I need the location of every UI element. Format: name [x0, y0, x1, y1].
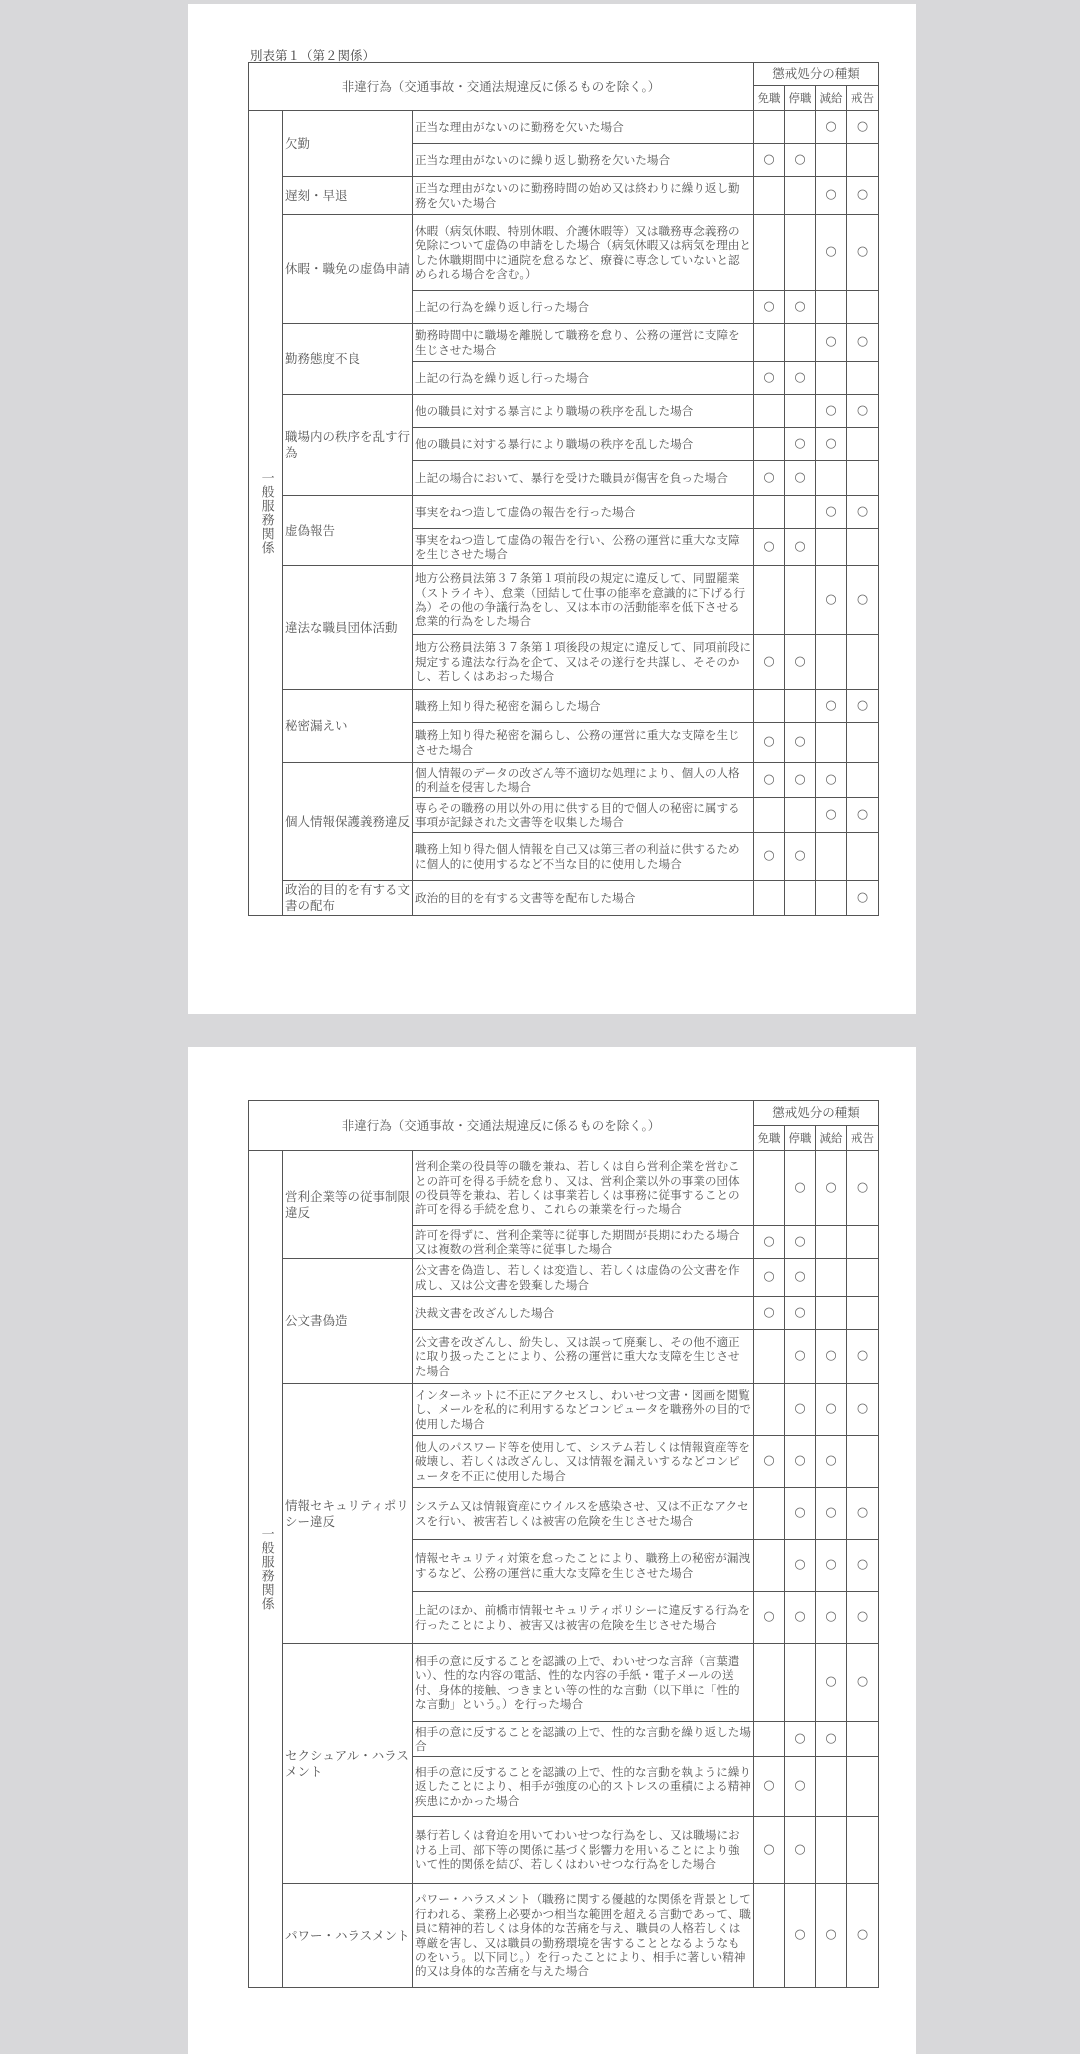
category-label: 遅刻・早退 [283, 177, 413, 215]
table-row [249, 566, 879, 635]
penalty-reprimand-cell [847, 833, 879, 881]
col-reprimand: 戒告 [847, 86, 879, 111]
category-label: 秘密漏えい [283, 690, 413, 763]
penalty-reprimand-cell [847, 461, 879, 496]
penalty-pay-cut-cell: ○ [816, 1384, 847, 1436]
table-body [249, 1151, 879, 1988]
condition-text: 公文書を改ざんし、紛失し、又は誤って廃棄し、その他不適正に取り扱ったことにより、公務の運営に重大な支障を生じさせた場合 [413, 1330, 754, 1384]
penalty-suspension-cell: ○ [785, 1540, 816, 1592]
penalty-dismissal-cell [754, 215, 785, 291]
table-row [249, 496, 879, 529]
penalty-dismissal-cell [754, 881, 785, 916]
category-label: 欠勤 [283, 111, 413, 177]
penalty-reprimand-cell: ○ [847, 1644, 879, 1722]
penalty-dismissal-cell: ○ [754, 144, 785, 177]
condition-text: 事実をねつ造して虚偽の報告を行った場合 [413, 496, 754, 529]
penalty-pay-cut-cell: ○ [816, 690, 847, 723]
penalty-reprimand-cell [847, 428, 879, 461]
condition-text: 専らその職務の用以外の用に供する目的で個人の秘密に属する事項が記録された文書等を収集した場合 [413, 798, 754, 833]
penalty-dismissal-cell [754, 1540, 785, 1592]
penalty-dismissal-cell: ○ [754, 1259, 785, 1297]
penalty-pay-cut-cell [816, 461, 847, 496]
table-body [249, 111, 879, 916]
penalty-suspension-cell [785, 111, 816, 144]
condition-text: 他人のパスワード等を使用して、システム若しくは情報資産等を破壊し、若しくは改ざんし、又は情報を漏えいするなどコンピュータを不正に使用した場合 [413, 1436, 754, 1488]
penalty-pay-cut-cell: ○ [816, 324, 847, 362]
penalty-pay-cut-cell: ○ [816, 111, 847, 144]
condition-text: 上記の行為を繰り返し行った場合 [413, 291, 754, 324]
penalty-suspension-cell: ○ [785, 1384, 816, 1436]
penalty-pay-cut-cell [816, 291, 847, 324]
penalty-dismissal-cell [754, 1151, 785, 1226]
penalty-dismissal-cell: ○ [754, 1592, 785, 1644]
table-row [249, 395, 879, 428]
penalty-suspension-cell: ○ [785, 723, 816, 763]
penalty-dismissal-cell [754, 566, 785, 635]
penalty-dismissal-cell [754, 1488, 785, 1540]
category-label: セクシュアル・ハラスメント [283, 1644, 413, 1884]
penalty-suspension-cell: ○ [785, 362, 816, 395]
condition-text: 許可を得ずに、営利企業等に従事した期間が長期にわたる場合又は複数の営利企業等に従事した場合 [413, 1226, 754, 1259]
penalty-suspension-cell: ○ [785, 529, 816, 566]
col-dismissal: 免職 [754, 86, 785, 111]
penalty-pay-cut-cell [816, 1757, 847, 1817]
condition-text: 公文書を偽造し、若しくは変造し、若しくは虚偽の公文書を作成し、又は公文書を毀棄した場合 [413, 1259, 754, 1297]
penalty-pay-cut-cell: ○ [816, 177, 847, 215]
condition-text: 決裁文書を改ざんした場合 [413, 1297, 754, 1330]
col-suspension: 停職 [785, 1126, 816, 1151]
penalty-dismissal-cell: ○ [754, 461, 785, 496]
condition-text: 職務上知り得た秘密を漏らし、公務の運営に重大な支障を生じさせた場合 [413, 723, 754, 763]
penalty-pay-cut-cell [816, 1297, 847, 1330]
condition-text: 事実をねつ造して虚偽の報告を行い、公務の運営に重大な支障を生じさせた場合 [413, 529, 754, 566]
penalty-dismissal-cell [754, 798, 785, 833]
penalty-reprimand-cell: ○ [847, 1330, 879, 1384]
penalty-pay-cut-cell [816, 833, 847, 881]
penalty-reprimand-cell: ○ [847, 215, 879, 291]
penalty-suspension-cell: ○ [785, 1151, 816, 1226]
penalty-pay-cut-cell: ○ [816, 1540, 847, 1592]
penalty-dismissal-cell [754, 177, 785, 215]
penalty-dismissal-cell [754, 428, 785, 461]
condition-text: 他の職員に対する暴言により職場の秩序を乱した場合 [413, 395, 754, 428]
penalty-dismissal-cell: ○ [754, 1436, 785, 1488]
condition-text: 相手の意に反することを認識の上で、わいせつな言辞（言葉遣い）、性的な内容の電話、性的な内容の手紙・電子メールの送付、身体的接触、つきまとい等の性的な言動（以下単に「性的な言動」という。）を行った場合 [413, 1644, 754, 1722]
penalty-suspension-cell: ○ [785, 1226, 816, 1259]
condition-text: 正当な理由がないのに勤務を欠いた場合 [413, 111, 754, 144]
condition-text: 上記の行為を繰り返し行った場合 [413, 362, 754, 395]
penalty-pay-cut-cell: ○ [816, 395, 847, 428]
penalty-header: 懲戒処分の種類 [754, 1101, 879, 1126]
penalty-reprimand-cell [847, 1297, 879, 1330]
penalty-reprimand-cell [847, 1817, 879, 1884]
penalty-dismissal-cell: ○ [754, 1757, 785, 1817]
penalty-reprimand-cell [847, 291, 879, 324]
category-label: 職場内の秩序を乱す行為 [283, 395, 413, 496]
table-row [249, 1151, 879, 1226]
category-label: 違法な職員団体活動 [283, 566, 413, 690]
penalty-pay-cut-cell [816, 1817, 847, 1884]
penalty-reprimand-cell [847, 362, 879, 395]
penalty-reprimand-cell: ○ [847, 177, 879, 215]
table-row [249, 690, 879, 723]
penalty-dismissal-cell [754, 111, 785, 144]
penalty-header: 懲戒処分の種類 [754, 63, 879, 86]
condition-text: 地方公務員法第３７条第１項前段の規定に違反して、同盟罷業（ストライキ）、怠業（団結して仕事の能率を意識的に下げる行為）その他の争議行為をし、又は本市の活動能率を低下させる怠業的行為をした場合 [413, 566, 754, 635]
condition-text: 相手の意に反することを認識の上で、性的な言動を執ように繰り返したことにより、相手が強度の心的ストレスの重積による精神疾患にかかった場合 [413, 1757, 754, 1817]
penalty-pay-cut-cell [816, 362, 847, 395]
penalty-reprimand-cell [847, 723, 879, 763]
penalty-suspension-cell [785, 881, 816, 916]
penalty-pay-cut-cell [816, 144, 847, 177]
penalty-reprimand-cell: ○ [847, 395, 879, 428]
penalty-dismissal-cell: ○ [754, 635, 785, 690]
penalty-pay-cut-cell: ○ [816, 1488, 847, 1540]
condition-text: システム又は情報資産にウイルスを感染させ、又は不正なアクセスを行い、被害若しくは被害の危険を生じさせた場合 [413, 1488, 754, 1540]
penalty-reprimand-cell: ○ [847, 111, 879, 144]
penalty-suspension-cell: ○ [785, 1330, 816, 1384]
penalty-suspension-cell [785, 566, 816, 635]
penalty-suspension-cell: ○ [785, 1817, 816, 1884]
penalty-reprimand-cell: ○ [847, 690, 879, 723]
condition-text: 政治的目的を有する文書等を配布した場合 [413, 881, 754, 916]
penalty-suspension-cell: ○ [785, 1488, 816, 1540]
penalty-pay-cut-cell: ○ [816, 566, 847, 635]
penalty-dismissal-cell [754, 1330, 785, 1384]
table-row [249, 1259, 879, 1297]
table-row [249, 1644, 879, 1722]
penalty-reprimand-cell: ○ [847, 1151, 879, 1226]
col-pay-cut: 減給 [816, 1126, 847, 1151]
penalty-pay-cut-cell: ○ [816, 1151, 847, 1226]
condition-text: インターネットに不正にアクセスし、わいせつ文書・図画を閲覧し、メールを私的に利用するなどコンピュータを職務外の目的で使用した場合 [413, 1384, 754, 1436]
penalty-reprimand-cell [847, 144, 879, 177]
penalty-reprimand-cell: ○ [847, 881, 879, 916]
penalty-pay-cut-cell: ○ [816, 763, 847, 798]
penalty-dismissal-cell: ○ [754, 1817, 785, 1884]
condition-text: 営利企業の役員等の職を兼ね、若しくは自ら営利企業を営むことの許可を得る手続を怠り、又は、営利企業以外の事業の団体の役員等を兼ね、若しくは事業若しくは事務に従事することの許可を得る手続を怠り、これらの兼業を行った場合 [413, 1151, 754, 1226]
penalty-pay-cut-cell: ○ [816, 1592, 847, 1644]
penalty-dismissal-cell [754, 324, 785, 362]
penalty-suspension-cell [785, 177, 816, 215]
condition-text: 他の職員に対する暴行により職場の秩序を乱した場合 [413, 428, 754, 461]
table-row [249, 763, 879, 798]
document-page-2 [188, 1047, 916, 2054]
category-label: 情報セキュリティポリシー違反 [283, 1384, 413, 1644]
penalty-reprimand-cell: ○ [847, 1592, 879, 1644]
penalty-pay-cut-cell [816, 635, 847, 690]
penalty-suspension-cell: ○ [785, 1722, 816, 1757]
penalty-suspension-cell: ○ [785, 1297, 816, 1330]
table-caption: 別表第１（第２関係） [250, 48, 376, 63]
condition-text: 正当な理由がないのに勤務時間の始め又は終わりに繰り返し勤務を欠いた場合 [413, 177, 754, 215]
penalty-reprimand-cell: ○ [847, 496, 879, 529]
table-row [249, 324, 879, 362]
penalty-suspension-cell: ○ [785, 1259, 816, 1297]
condition-text: 情報セキュリティ対策を怠ったことにより、職務上の秘密が漏洩するなど、公務の運営に重大な支障を生じさせた場合 [413, 1540, 754, 1592]
penalty-dismissal-cell [754, 1644, 785, 1722]
condition-text: 職務上知り得た個人情報を自己又は第三者の利益に供するために個人的に使用するなど不当な目的に使用した場合 [413, 833, 754, 881]
penalty-pay-cut-cell: ○ [816, 496, 847, 529]
penalty-dismissal-cell: ○ [754, 1297, 785, 1330]
condition-text: 上記の場合において、暴行を受けた職員が傷害を負った場合 [413, 461, 754, 496]
condition-text: 上記のほか、前橋市情報セキュリティポリシーに違反する行為を行ったことにより、被害又は被害の危険を生じさせた場合 [413, 1592, 754, 1644]
document-page-1 [188, 4, 916, 1014]
condition-text: 休暇（病気休暇、特別休暇、介護休暇等）又は職務専念義務の免除について虚偽の申請をした場合（病気休暇又は病気を理由とした休職期間中に通院を怠るなど、療養に専念していないと認められる場合を含む。） [413, 215, 754, 291]
penalty-suspension-cell [785, 1644, 816, 1722]
category-label: 休暇・職免の虚偽申請 [283, 215, 413, 324]
penalty-suspension-cell: ○ [785, 833, 816, 881]
category-label: 個人情報保護義務違反 [283, 763, 413, 881]
group-label: 一般服務関係 [249, 111, 283, 916]
discipline-table [248, 62, 879, 916]
penalty-pay-cut-cell: ○ [816, 1644, 847, 1722]
act-header: 非違行為（交通事故・交通法規違反に係るものを除く。） [249, 63, 754, 111]
penalty-dismissal-cell [754, 496, 785, 529]
table-row [249, 1884, 879, 1988]
penalty-dismissal-cell [754, 1384, 785, 1436]
table-row [249, 881, 879, 916]
penalty-reprimand-cell [847, 1757, 879, 1817]
penalty-reprimand-cell [847, 529, 879, 566]
penalty-pay-cut-cell: ○ [816, 1722, 847, 1757]
penalty-pay-cut-cell [816, 881, 847, 916]
penalty-pay-cut-cell: ○ [816, 1436, 847, 1488]
penalty-pay-cut-cell: ○ [816, 428, 847, 461]
col-dismissal: 免職 [754, 1126, 785, 1151]
condition-text: 相手の意に反することを認識の上で、性的な言動を繰り返した場合 [413, 1722, 754, 1757]
penalty-suspension-cell [785, 324, 816, 362]
penalty-pay-cut-cell [816, 1259, 847, 1297]
act-header: 非違行為（交通事故・交通法規違反に係るものを除く。） [249, 1101, 754, 1151]
penalty-dismissal-cell: ○ [754, 723, 785, 763]
penalty-pay-cut-cell: ○ [816, 798, 847, 833]
penalty-dismissal-cell: ○ [754, 362, 785, 395]
condition-text: 勤務時間中に職場を離脱して職務を怠り、公務の運営に支障を生じさせた場合 [413, 324, 754, 362]
penalty-reprimand-cell [847, 1226, 879, 1259]
penalty-dismissal-cell [754, 1722, 785, 1757]
penalty-suspension-cell: ○ [785, 461, 816, 496]
penalty-reprimand-cell: ○ [847, 1884, 879, 1988]
penalty-dismissal-cell: ○ [754, 833, 785, 881]
penalty-pay-cut-cell [816, 1226, 847, 1259]
penalty-reprimand-cell: ○ [847, 1384, 879, 1436]
penalty-reprimand-cell [847, 763, 879, 798]
penalty-reprimand-cell: ○ [847, 566, 879, 635]
table-row [249, 1384, 879, 1436]
penalty-suspension-cell: ○ [785, 1757, 816, 1817]
table-row [249, 111, 879, 144]
penalty-suspension-cell: ○ [785, 1884, 816, 1988]
condition-text: 個人情報のデータの改ざん等不適切な処理により、個人の人格的利益を侵害した場合 [413, 763, 754, 798]
penalty-dismissal-cell [754, 690, 785, 723]
penalty-pay-cut-cell: ○ [816, 215, 847, 291]
penalty-dismissal-cell: ○ [754, 1226, 785, 1259]
col-pay-cut: 減給 [816, 86, 847, 111]
condition-text: パワー・ハラスメント（職務に関する優越的な関係を背景として行われる、業務上必要かつ相当な範囲を超える言動であって、職員に精神的若しくは身体的な苦痛を与え、職員の人格若しくは尊厳を害し、又は職員の勤務環境を害することとなるようなものをいう。以下同じ。）を行ったことにより、相手に著しい精神的又は身体的な苦痛を与えた場合 [413, 1884, 754, 1988]
penalty-suspension-cell [785, 496, 816, 529]
penalty-suspension-cell [785, 798, 816, 833]
penalty-reprimand-cell [847, 1722, 879, 1757]
penalty-dismissal-cell: ○ [754, 529, 785, 566]
penalty-suspension-cell: ○ [785, 291, 816, 324]
penalty-reprimand-cell [847, 1436, 879, 1488]
penalty-suspension-cell: ○ [785, 144, 816, 177]
penalty-suspension-cell [785, 215, 816, 291]
penalty-dismissal-cell [754, 1884, 785, 1988]
penalty-reprimand-cell: ○ [847, 1540, 879, 1592]
penalty-dismissal-cell [754, 395, 785, 428]
group-label: 一般服務関係 [249, 1151, 283, 1988]
penalty-pay-cut-cell [816, 723, 847, 763]
condition-text: 暴行若しくは脅迫を用いてわいせつな行為をし、又は職場における上司、部下等の関係に基づく影響力を用いることにより強いて性的関係を結び、若しくはわいせつな行為をした場合 [413, 1817, 754, 1884]
table-row [249, 215, 879, 291]
condition-text: 地方公務員法第３７条第１項後段の規定に違反して、同項前段に規定する違法な行為を企て、又はその遂行を共謀し、そそのかし、若しくはあおった場合 [413, 635, 754, 690]
penalty-pay-cut-cell: ○ [816, 1330, 847, 1384]
penalty-reprimand-cell [847, 1259, 879, 1297]
category-label: 公文書偽造 [283, 1259, 413, 1384]
penalty-dismissal-cell: ○ [754, 763, 785, 798]
table-row [249, 177, 879, 215]
col-reprimand: 戒告 [847, 1126, 879, 1151]
penalty-suspension-cell: ○ [785, 763, 816, 798]
col-suspension: 停職 [785, 86, 816, 111]
discipline-table [248, 1100, 879, 1988]
penalty-reprimand-cell: ○ [847, 1488, 879, 1540]
category-label: 勤務態度不良 [283, 324, 413, 395]
category-label: 虚偽報告 [283, 496, 413, 566]
penalty-reprimand-cell: ○ [847, 324, 879, 362]
penalty-suspension-cell: ○ [785, 1592, 816, 1644]
condition-text: 職務上知り得た秘密を漏らした場合 [413, 690, 754, 723]
category-label: 政治的目的を有する文書の配布 [283, 881, 413, 916]
penalty-suspension-cell: ○ [785, 635, 816, 690]
penalty-suspension-cell: ○ [785, 1436, 816, 1488]
category-label: パワー・ハラスメント [283, 1884, 413, 1988]
penalty-reprimand-cell [847, 635, 879, 690]
penalty-reprimand-cell: ○ [847, 798, 879, 833]
category-label: 営利企業等の従事制限違反 [283, 1151, 413, 1259]
penalty-dismissal-cell: ○ [754, 291, 785, 324]
penalty-pay-cut-cell [816, 529, 847, 566]
condition-text: 正当な理由がないのに繰り返し勤務を欠いた場合 [413, 144, 754, 177]
penalty-suspension-cell [785, 690, 816, 723]
penalty-pay-cut-cell: ○ [816, 1884, 847, 1988]
penalty-suspension-cell: ○ [785, 428, 816, 461]
penalty-suspension-cell [785, 395, 816, 428]
